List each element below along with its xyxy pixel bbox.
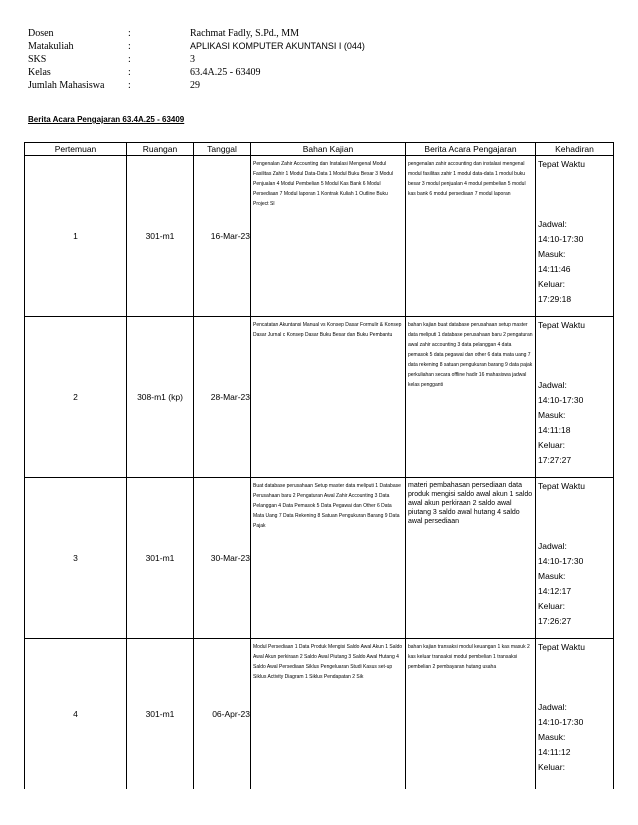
cell-pertemuan: 1 <box>25 156 127 317</box>
cell-berita <box>406 478 536 639</box>
cell-ruangan: 301-m1 <box>127 639 194 790</box>
cell-kehadiran <box>536 317 614 478</box>
info-label: Jumlah Mahasiswa <box>28 80 105 91</box>
jadwal-value: 14:10-17:30 <box>538 556 584 566</box>
cell-kehadiran <box>536 156 614 317</box>
info-row-jumlah <box>28 79 365 92</box>
info-value: 3 <box>190 54 195 65</box>
status-text: Tepat Waktu <box>538 642 585 652</box>
keluar-value: 17:27:27 <box>538 455 572 465</box>
status-text: Tepat Waktu <box>538 159 585 169</box>
masuk-value: 14:12:17 <box>538 586 572 596</box>
info-colon: : <box>128 28 131 39</box>
info-value: APLIKASI KOMPUTER AKUNTANSI I (044) <box>190 41 365 51</box>
table-row <box>25 156 614 317</box>
column-header: Ruangan <box>127 143 194 156</box>
jadwal-value: 14:10-17:30 <box>538 717 584 727</box>
bahan-text: Pencatatan Akuntansi Manual vs Konsep Dasar Formulir & Konsep Dasar Jurnal c Konsep Dasar Buku Besar dan Buku Pembantu <box>253 322 402 338</box>
jadwal-label: Jadwal: <box>538 380 567 390</box>
header-info <box>28 27 365 92</box>
info-label: Kelas <box>28 67 51 78</box>
info-row-sks <box>28 53 365 66</box>
info-colon: : <box>128 80 131 91</box>
jadwal-label: Jadwal: <box>538 702 567 712</box>
table-row <box>25 639 614 790</box>
cell-bahan <box>251 156 406 317</box>
info-value: 29 <box>190 80 200 91</box>
masuk-value: 14:11:46 <box>538 264 571 274</box>
cell-tanggal: 16-Mar-23 <box>194 156 251 317</box>
status-text: Tepat Waktu <box>538 481 585 491</box>
jadwal-label: Jadwal: <box>538 541 567 551</box>
cell-bahan <box>251 317 406 478</box>
jadwal-label: Jadwal: <box>538 219 567 229</box>
berita-text: materi pembahasan persediaan data produk mengisi saldo awal akun 1 saldo awal akun perkiraan 2 saldo awal piutang 3 saldo awal hutang 4 saldo awal persediaan <box>408 482 533 525</box>
section-title: Berita Acara Pengajaran 63.4A.25 - 63409 <box>28 115 185 124</box>
keluar-label: Keluar: <box>538 279 565 289</box>
info-row-kelas <box>28 66 365 79</box>
info-colon: : <box>128 54 131 65</box>
masuk-label: Masuk: <box>538 249 566 259</box>
bahan-text: Modul Persediaan 1 Data Produk Mengisi Saldo Awal Akun 1 Saldo Awal Akun perkiraan 2 Saldo Awal Piutang 3 Saldo Awal Hutang 4 Saldo Awal Persediaan Siklus Pengeluaran Studi Kasus set-up Siklus Activity Diagram 1 Siklus Pendapatan 2 Sik <box>253 644 403 680</box>
info-label: Matakuliah <box>28 41 74 52</box>
cell-tanggal: 06-Apr-23 <box>194 639 251 790</box>
table-row <box>25 317 614 478</box>
bahan-text: Buat database perusahaan Setup master data meliputi 1 Database Perusahaan baru 2 Pengaturan Awal Zahir Accounting 3 Data Pelanggan 4 Data Pemasok 5 Data Pegawai dan Other 6 Data Mata Uang 7 Data Rekening 8 Satuan Pengukuran Barang 9 Data Pajak <box>253 483 401 529</box>
cell-ruangan: 301-m1 <box>127 156 194 317</box>
cell-ruangan: 301-m1 <box>127 478 194 639</box>
column-header: Bahan Kajian <box>251 143 406 156</box>
table-header-row <box>25 143 614 156</box>
berita-text: bahan kajian transaksi modul keuangan 1 kas masuk 2 kas keluar transaksi modul pembelian 1 transaksi pembelian 2 pembayaran hutang usaha <box>408 644 530 670</box>
masuk-label: Masuk: <box>538 732 566 742</box>
cell-pertemuan: 4 <box>25 639 127 790</box>
column-header: Kehadiran <box>536 143 614 156</box>
cell-kehadiran <box>536 478 614 639</box>
bahan-text: Pengenalan Zahir Accounting dan Instalasi Mengenal Modul Fasilitas Zahir 1 Modul Data-Data 1 Modul Buku Besar 3 Modul Penjualan 4 Modul Pembelian 5 Modul Kas Bank 6 Modul Persediaan 7 Modul laporan 1 Kontrak Kuliah 1 Outline Buku Project SI <box>253 161 394 207</box>
cell-pertemuan: 3 <box>25 478 127 639</box>
masuk-value: 14:11:12 <box>538 747 571 757</box>
keluar-label: Keluar: <box>538 440 565 450</box>
jadwal-value: 14:10-17:30 <box>538 234 584 244</box>
attendance-table <box>24 142 614 789</box>
column-header: Pertemuan <box>25 143 127 156</box>
status-text: Tepat Waktu <box>538 320 585 330</box>
cell-bahan <box>251 639 406 790</box>
column-header: Berita Acara Pengajaran <box>406 143 536 156</box>
info-colon: : <box>128 67 131 78</box>
info-value: 63.4A.25 - 63409 <box>190 67 261 78</box>
cell-bahan <box>251 478 406 639</box>
cell-tanggal: 30-Mar-23 <box>194 478 251 639</box>
info-value: Rachmat Fadly, S.Pd., MM <box>190 28 300 39</box>
info-label: SKS <box>28 54 47 65</box>
cell-berita <box>406 317 536 478</box>
masuk-value: 14:11:18 <box>538 425 571 435</box>
column-header: Tanggal <box>194 143 251 156</box>
info-row-dosen <box>28 27 365 40</box>
info-label: Dosen <box>28 28 54 39</box>
cell-berita <box>406 639 536 790</box>
info-row-matakuliah <box>28 40 365 53</box>
keluar-label: Keluar: <box>538 762 565 772</box>
berita-text: pengenalan zahir accounting dan instalasi mengenal modul fasilitas zahir 1 modul data-data 1 modul buku besar 3 modul penjualan 4 modul pembelian 5 modul kas bank 6 modul persediaan 7 modul laporan <box>408 161 526 197</box>
cell-pertemuan: 2 <box>25 317 127 478</box>
berita-text: bahan kajian buat database perusahaan setup master data meliputi 1 database perusahaan baru 2 pengaturan awal zahir accounting 3 data pelanggan 4 data pemasok 5 data pegawai dan other 6 data mata uang 7 data rekening 8 satuan pengukuran barang 9 data pajak perkuliahan secara offline hadir 16 mahasiswa jadwal kelas pengganti <box>408 322 533 388</box>
info-colon: : <box>128 41 131 52</box>
cell-kehadiran <box>536 639 614 790</box>
jadwal-value: 14:10-17:30 <box>538 395 584 405</box>
masuk-label: Masuk: <box>538 410 566 420</box>
cell-ruangan: 308-m1 (kp) <box>127 317 194 478</box>
table-row <box>25 478 614 639</box>
masuk-label: Masuk: <box>538 571 566 581</box>
cell-tanggal: 28-Mar-23 <box>194 317 251 478</box>
keluar-label: Keluar: <box>538 601 565 611</box>
cell-berita <box>406 156 536 317</box>
keluar-value: 17:29:18 <box>538 294 572 304</box>
keluar-value: 17:26:27 <box>538 616 572 626</box>
